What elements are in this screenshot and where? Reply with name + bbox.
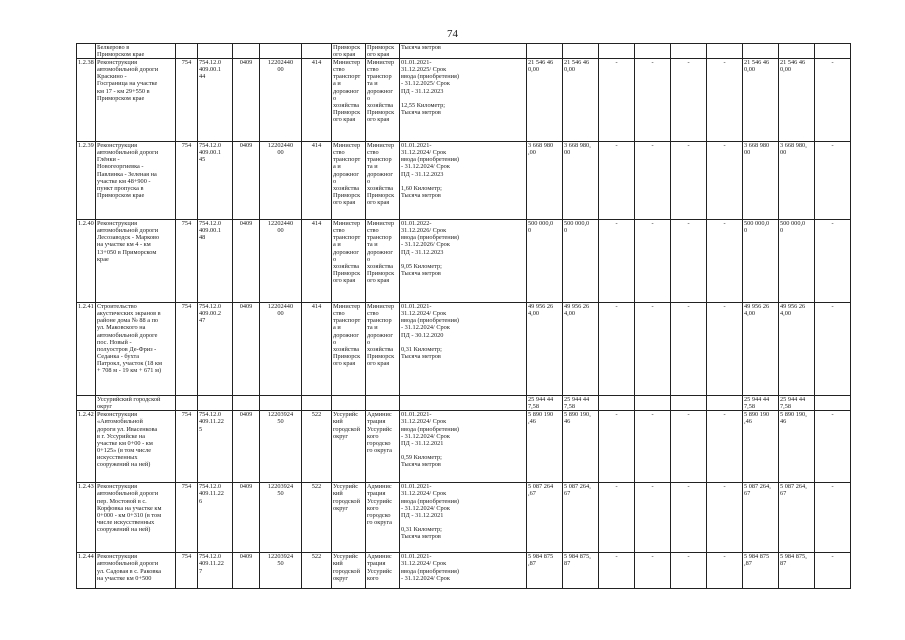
- implementation-term: 01.01.2021- 31.12.2024/ Срок ввода (приобретения) - 31.12.2024/ Срок ПД - 31.12.2023 1,60 Километр; Тысяча метров: [400, 142, 527, 220]
- dash-cell: -: [815, 553, 851, 589]
- executor: Уссурийс кий городской округ: [332, 553, 366, 589]
- dash-cell: -: [599, 483, 635, 553]
- admin-code: 754: [176, 220, 198, 303]
- cell-executor: Приморск ого края: [332, 44, 366, 59]
- empty-cell: [815, 44, 851, 59]
- table-row: [77, 553, 851, 589]
- target-article: 12202440 00: [260, 220, 302, 303]
- section-code: 0409: [233, 483, 260, 553]
- empty-cell: [233, 44, 260, 59]
- year-amount: 49 956 26 4,00: [743, 303, 779, 396]
- dash-cell: -: [815, 411, 851, 483]
- cell-customer: Приморск ого края: [366, 44, 400, 59]
- capital-investment-table: [76, 43, 851, 589]
- executor: Министер ство транспорт а и дорожног о хозяйства Приморск ого края: [332, 220, 366, 303]
- dash-cell: -: [635, 553, 671, 589]
- dash-cell: -: [707, 142, 743, 220]
- empty-cell: [400, 396, 527, 411]
- cell-term: Тысяча метров: [400, 44, 527, 59]
- object-name: Реконструкция автомобильной дороги Краскино - Госграница на участке км 17 - км 29+550 в Приморском крае: [96, 59, 176, 142]
- dash-cell: -: [635, 142, 671, 220]
- empty-cell: [332, 396, 366, 411]
- expense-type: 414: [302, 220, 332, 303]
- target-article: 12202440 00: [260, 59, 302, 142]
- empty-cell: [671, 396, 707, 411]
- implementation-term: 01.01.2021- 31.12.2024/ Срок ввода (приобретения) - 31.12.2024/ Срок ПД - 31.12.2021 0,59 Километр; Тысяча метров: [400, 411, 527, 483]
- dash-cell: -: [707, 483, 743, 553]
- district-amount: 25 944 44 7,58: [527, 396, 563, 411]
- section-code: 0409: [233, 142, 260, 220]
- expense-type: 414: [302, 142, 332, 220]
- executor: Министер ство транспорт а и дорожног о хозяйства Приморск ого края: [332, 303, 366, 396]
- section-code: 0409: [233, 553, 260, 589]
- dash-cell: -: [815, 303, 851, 396]
- dash-cell: -: [671, 411, 707, 483]
- empty-cell: [707, 396, 743, 411]
- dash-cell: -: [599, 220, 635, 303]
- object-name: Реконструкция «Автомобильной дороги ул. Ивасенкова в г. Уссурийске на участке км 0+00 - км 0+125» (в том числе искусственных сооружений на ней): [96, 411, 176, 483]
- dash-cell: -: [635, 59, 671, 142]
- table-row: [77, 44, 851, 59]
- dash-cell: -: [635, 483, 671, 553]
- admin-code: 754: [176, 303, 198, 396]
- dash-cell: -: [599, 59, 635, 142]
- dash-cell: -: [815, 142, 851, 220]
- executor: Уссурийс кий городской округ: [332, 483, 366, 553]
- expense-type: 522: [302, 553, 332, 589]
- table-row: [77, 220, 851, 303]
- empty-cell: [815, 396, 851, 411]
- year-limit: 21 546 46 0,00: [779, 59, 815, 142]
- dash-cell: -: [707, 303, 743, 396]
- dash-cell: -: [671, 142, 707, 220]
- section-code: 0409: [233, 411, 260, 483]
- dash-cell: -: [815, 59, 851, 142]
- executor: Уссурийс кий городской округ: [332, 411, 366, 483]
- empty-cell: [77, 396, 96, 411]
- customer: Админис трация Уссурийс кого городско го округа: [366, 411, 400, 483]
- empty-cell: [260, 44, 302, 59]
- implementation-term: 01.01.2021- 31.12.2024/ Срок ввода (приобретения) - 31.12.2024/ Срок: [400, 553, 527, 589]
- admin-code: 754: [176, 142, 198, 220]
- dash-cell: -: [599, 303, 635, 396]
- dash-cell: -: [707, 411, 743, 483]
- year-amount: 21 546 46 0,00: [743, 59, 779, 142]
- customer: Министер ство транспор та и дорожног о хозяйства Приморск ого края: [366, 142, 400, 220]
- dash-cell: -: [707, 59, 743, 142]
- empty-cell: [779, 44, 815, 59]
- expense-type: 522: [302, 411, 332, 483]
- row-number: 1.2.42: [77, 411, 96, 483]
- admin-code: 754: [176, 483, 198, 553]
- object-name: Реконструкция автомобильной дороги Лесозаводск - Марково на участке км 4 - км 13+050 в Приморском крае: [96, 220, 176, 303]
- customer: Админис трация Уссурийс кого городско го округа: [366, 483, 400, 553]
- total-limit: 5 984 875, 87: [563, 553, 599, 589]
- cell-name: Белкерово в Приморском крае: [96, 44, 176, 59]
- row-number: 1.2.43: [77, 483, 96, 553]
- dash-cell: -: [635, 411, 671, 483]
- dash-cell: -: [671, 59, 707, 142]
- dash-cell: -: [599, 553, 635, 589]
- empty-cell: [198, 44, 233, 59]
- target-article: 12202440 00: [260, 142, 302, 220]
- budget-code: 754.12.0 409.11.22 6: [198, 483, 233, 553]
- implementation-term: 01.01.2021- 31.12.2024/ Срок ввода (приобретения) - 31.12.2024/ Срок ПД - 30.12.2020 0,31 Километр; Тысяча метров: [400, 303, 527, 396]
- total-limit: 5 087 264, 67: [563, 483, 599, 553]
- empty-cell: [77, 44, 96, 59]
- total-cost: 500 000,0 0: [527, 220, 563, 303]
- empty-cell: [599, 44, 635, 59]
- year-limit: 500 000,0 0: [779, 220, 815, 303]
- target-article: 12203924 50: [260, 553, 302, 589]
- empty-cell: [176, 44, 198, 59]
- district-amount: 25 944 44 7,58: [563, 396, 599, 411]
- dash-cell: -: [635, 303, 671, 396]
- budget-code: 754.12.0 409.11.22 7: [198, 553, 233, 589]
- empty-cell: [563, 44, 599, 59]
- dash-cell: -: [815, 483, 851, 553]
- total-cost: 21 546 46 0,00: [527, 59, 563, 142]
- expense-type: 522: [302, 483, 332, 553]
- table-row: [77, 142, 851, 220]
- total-limit: 49 956 26 4,00: [563, 303, 599, 396]
- row-number: 1.2.39: [77, 142, 96, 220]
- empty-cell: [176, 396, 198, 411]
- executor: Министер ство транспорт а и дорожног о хозяйства Приморск ого края: [332, 59, 366, 142]
- year-limit: 5 984 875, 87: [779, 553, 815, 589]
- executor: Министер ство транспорт а и дорожног о хозяйства Приморск ого края: [332, 142, 366, 220]
- target-article: 12203924 50: [260, 411, 302, 483]
- customer: Министер ство транспор та и дорожног о хозяйства Приморск ого края: [366, 220, 400, 303]
- year-amount: 3 668 980 00: [743, 142, 779, 220]
- target-article: 12202440 00: [260, 303, 302, 396]
- empty-cell: [743, 44, 779, 59]
- dash-cell: -: [599, 142, 635, 220]
- empty-cell: [366, 396, 400, 411]
- table-row: [77, 411, 851, 483]
- expense-type: 414: [302, 303, 332, 396]
- empty-cell: [302, 396, 332, 411]
- table-row: [77, 59, 851, 142]
- dash-cell: -: [707, 553, 743, 589]
- dash-cell: -: [707, 220, 743, 303]
- year-limit: 5 890 190, 46: [779, 411, 815, 483]
- dash-cell: -: [635, 220, 671, 303]
- year-amount: 5 890 190 ,46: [743, 411, 779, 483]
- empty-cell: [707, 44, 743, 59]
- empty-cell: [302, 44, 332, 59]
- total-limit: 3 668 980, 00: [563, 142, 599, 220]
- empty-cell: [599, 396, 635, 411]
- empty-cell: [233, 396, 260, 411]
- empty-cell: [527, 44, 563, 59]
- section-code: 0409: [233, 59, 260, 142]
- year-amount: 500 000,0 0: [743, 220, 779, 303]
- year-limit: 3 668 980, 00: [779, 142, 815, 220]
- total-cost: 5 087 264 ,67: [527, 483, 563, 553]
- implementation-term: 01.01.2021- 31.12.2024/ Срок ввода (приобретения) - 31.12.2024/ Срок ПД - 31.12.2021 0,31 Километр; Тысяча метров: [400, 483, 527, 553]
- target-article: 12203924 50: [260, 483, 302, 553]
- empty-cell: [635, 396, 671, 411]
- budget-code: 754.12.0 409.00.2 47: [198, 303, 233, 396]
- dash-cell: -: [671, 553, 707, 589]
- admin-code: 754: [176, 553, 198, 589]
- dash-cell: -: [815, 220, 851, 303]
- dash-cell: -: [671, 220, 707, 303]
- empty-cell: [198, 396, 233, 411]
- section-code: 0409: [233, 303, 260, 396]
- total-limit: 21 546 46 0,00: [563, 59, 599, 142]
- table-row: [77, 396, 851, 411]
- district-amount: 25 944 44 7,58: [779, 396, 815, 411]
- total-limit: 5 890 190, 46: [563, 411, 599, 483]
- object-name: Реконструкция автомобильной дороги пер. Мостовой в с. Корфовка на участке км 0+000 - км 0+310 (в том числе искусственных сооружений на ней): [96, 483, 176, 553]
- year-amount: 5 984 875 ,87: [743, 553, 779, 589]
- row-number: 1.2.41: [77, 303, 96, 396]
- expense-type: 414: [302, 59, 332, 142]
- dash-cell: -: [671, 303, 707, 396]
- total-cost: 5 984 875 ,87: [527, 553, 563, 589]
- dash-cell: -: [599, 411, 635, 483]
- dash-cell: -: [671, 483, 707, 553]
- customer: Министер ство транспор та и дорожног о хозяйства Приморск ого края: [366, 59, 400, 142]
- admin-code: 754: [176, 59, 198, 142]
- year-limit: 49 956 26 4,00: [779, 303, 815, 396]
- total-cost: 49 956 26 4,00: [527, 303, 563, 396]
- total-cost: 5 890 190 ,46: [527, 411, 563, 483]
- budget-code: 754.12.0 409.00.1 45: [198, 142, 233, 220]
- table-row: [77, 483, 851, 553]
- empty-cell: [260, 396, 302, 411]
- year-limit: 5 087 264, 67: [779, 483, 815, 553]
- total-limit: 500 000,0 0: [563, 220, 599, 303]
- object-name: Строительство акустических экранов в районе дома № 88 а по ул. Маковского на автомобильной дороге пос. Новый - полуостров Де-Фриз - Седанка - бухта Патрокл, участок (18 км + 708 м - 19 км + 671 м): [96, 303, 176, 396]
- year-amount: 5 087 264, 67: [743, 483, 779, 553]
- empty-cell: [671, 44, 707, 59]
- customer: Админис трация Уссурийс кого: [366, 553, 400, 589]
- implementation-term: 01.01.2021- 31.12.2025/ Срок ввода (приобретения) - 31.12.2025/ Срок ПД - 31.12.2023 12,55 Километр; Тысяча метров: [400, 59, 527, 142]
- admin-code: 754: [176, 411, 198, 483]
- object-name: Реконструкция автомобильной дороги ул. Садовая в с. Раковка на участке км 0+500: [96, 553, 176, 589]
- section-code: 0409: [233, 220, 260, 303]
- budget-code: 754.12.0 409.00.1 48: [198, 220, 233, 303]
- budget-code: 754.12.0 409.00.1 44: [198, 59, 233, 142]
- page-number: 74: [447, 28, 458, 40]
- row-number: 1.2.38: [77, 59, 96, 142]
- customer: Министер ство транспор та и дорожног о хозяйства Приморск ого края: [366, 303, 400, 396]
- district-amount: 25 944 44 7,58: [743, 396, 779, 411]
- empty-cell: [635, 44, 671, 59]
- implementation-term: 01.01.2022- 31.12.2026/ Срок ввода (приобретения) - 31.12.2026/ Срок ПД - 31.12.2023 9,05 Километр; Тысяча метров: [400, 220, 527, 303]
- row-number: 1.2.44: [77, 553, 96, 589]
- object-name: Реконструкция автомобильной дороги Глёнки - Новогеоргиевка - Павлинка - Зеленая на участке км 48+900 - пункт пропуска в Приморском крае: [96, 142, 176, 220]
- total-cost: 3 668 980 ,00: [527, 142, 563, 220]
- district-name: Уссурийский городской округ: [96, 396, 176, 411]
- budget-code: 754.12.0 409.11.22 5: [198, 411, 233, 483]
- row-number: 1.2.40: [77, 220, 96, 303]
- table-body: [77, 44, 851, 589]
- table-row: [77, 303, 851, 396]
